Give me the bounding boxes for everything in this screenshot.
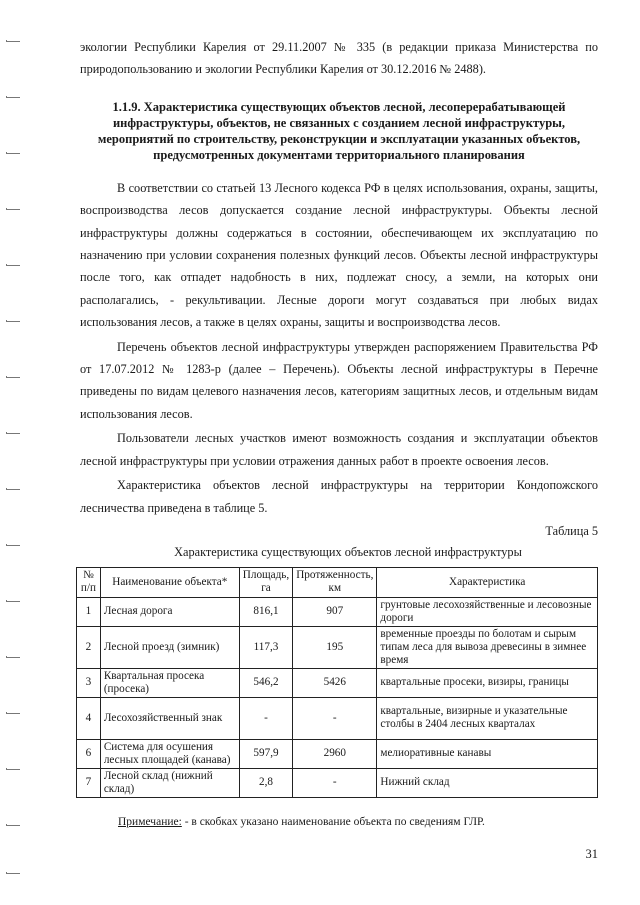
- cell-area: 117,3: [239, 626, 292, 668]
- cell-name: Система для осушения лесных площадей (канава): [100, 739, 239, 768]
- header-num: № п/п: [77, 567, 101, 597]
- cell-description: временные проезды по болотам и сырым типам леса для вывоза древесины в зимнее время: [377, 626, 598, 668]
- cell-num: 6: [77, 739, 101, 768]
- paragraph-2: Перечень объектов лесной инфраструктуры утвержден распоряжением Правительства РФ от 17.07.2012 № 1283-р (далее – Перечень). Объекты лесной инфраструктуры в Перечне приведены по видам целевого назначения лесов, категориям защитных лесов, и отдельным видам использования лесов.: [80, 339, 598, 421]
- cell-length: 195: [293, 626, 377, 668]
- table-row: [77, 668, 598, 697]
- infrastructure-table: [76, 567, 598, 798]
- cell-length: 907: [293, 597, 377, 626]
- table-note: [80, 816, 598, 828]
- note-text: - в скобках указано наименование объекта по сведениям ГЛР.: [181, 815, 485, 828]
- cell-description: грунтовые лесохозяйственные и лесовозные дороги: [377, 597, 598, 626]
- section-heading: 1.1.9. Характеристика существующих объектов лесной, лесоперерабатывающей инфраструктуры, объектов, не связанных с созданием лесной инфраструктуры, мероприятий по строительству, реконструкции и эксплуатации указанных объектов, предусмотренных документами территориального планирования: [97, 99, 581, 162]
- header-description: Характеристика: [377, 567, 598, 597]
- intro-paragraph: экологии Республики Карелия от 29.11.2007 № 335 (в редакции приказа Министерства по природопользованию и экологии Республики Карелия от 30.12.2016 № 2488).: [80, 40, 598, 77]
- cell-num: 3: [77, 668, 101, 697]
- header-length: Протяженность, км: [293, 567, 377, 597]
- cell-description: мелиоративные канавы: [377, 739, 598, 768]
- cell-num: 7: [77, 768, 101, 797]
- cell-name: Лесохозяйственный знак: [100, 697, 239, 739]
- table-row: [77, 739, 598, 768]
- cell-area: 546,2: [239, 668, 292, 697]
- cell-num: 4: [77, 697, 101, 739]
- cell-description: квартальные, визирные и указательные столбы в 2404 лесных кварталах: [377, 697, 598, 739]
- page-number: 31: [585, 847, 598, 861]
- cell-description: Нижний склад: [377, 768, 598, 797]
- header-name: Наименование объекта*: [100, 567, 239, 597]
- cell-length: 5426: [293, 668, 377, 697]
- table-header-row: [77, 567, 598, 597]
- document-page: [80, 36, 598, 828]
- table-row: [77, 697, 598, 739]
- cell-num: 1: [77, 597, 101, 626]
- cell-description: квартальные просеки, визиры, границы: [377, 668, 598, 697]
- cell-area: 2,8: [239, 768, 292, 797]
- table-row: [77, 597, 598, 626]
- table-title: Характеристика существующих объектов лесной инфраструктуры: [174, 544, 522, 559]
- cell-length: -: [293, 697, 377, 739]
- table-number: Таблица 5: [545, 523, 598, 538]
- cell-area: 597,9: [239, 739, 292, 768]
- cell-area: -: [239, 697, 292, 739]
- table-row: [77, 768, 598, 797]
- note-label: Примечание:: [118, 815, 182, 828]
- cell-length: 2960: [293, 739, 377, 768]
- cell-name: Лесной проезд (зимник): [100, 626, 239, 668]
- cell-num: 2: [77, 626, 101, 668]
- cell-name: Лесной склад (нижний склад): [100, 768, 239, 797]
- cell-name: Лесная дорога: [100, 597, 239, 626]
- binding-margin-marks: [0, 0, 24, 905]
- paragraph-3: Пользователи лесных участков имеют возможность создания и эксплуатации объектов лесной инфраструктуры при условии отражения данных работ в проекте освоения лесов.: [80, 431, 598, 468]
- cell-name: Квартальная просека (просека): [100, 668, 239, 697]
- table-row: [77, 626, 598, 668]
- paragraph-4: Характеристика объектов лесной инфраструктуры на территории Кондопожского лесничества приведена в таблице 5.: [80, 478, 598, 515]
- header-area: Площадь, га: [239, 567, 292, 597]
- cell-area: 816,1: [239, 597, 292, 626]
- paragraph-1: В соответствии со статьей 13 Лесного кодекса РФ в целях использования, охраны, защиты, воспроизводства лесов допускается создание лесной инфраструктуры. Объекты лесной инфраструктуры должны содержаться в состоянии, обеспечивающем их эксплуатацию по назначению при условии сохранения полезных функций лесов. Объекты лесной инфраструктуры после того, как отпадет надобность в них, подлежат сносу, а земли, на которых они располагались, - рекультивации. Лесные дороги могут создаваться при любых видах использования лесов, а также в целях охраны, защиты и воспроизводства лесов.: [80, 180, 598, 330]
- cell-length: -: [293, 768, 377, 797]
